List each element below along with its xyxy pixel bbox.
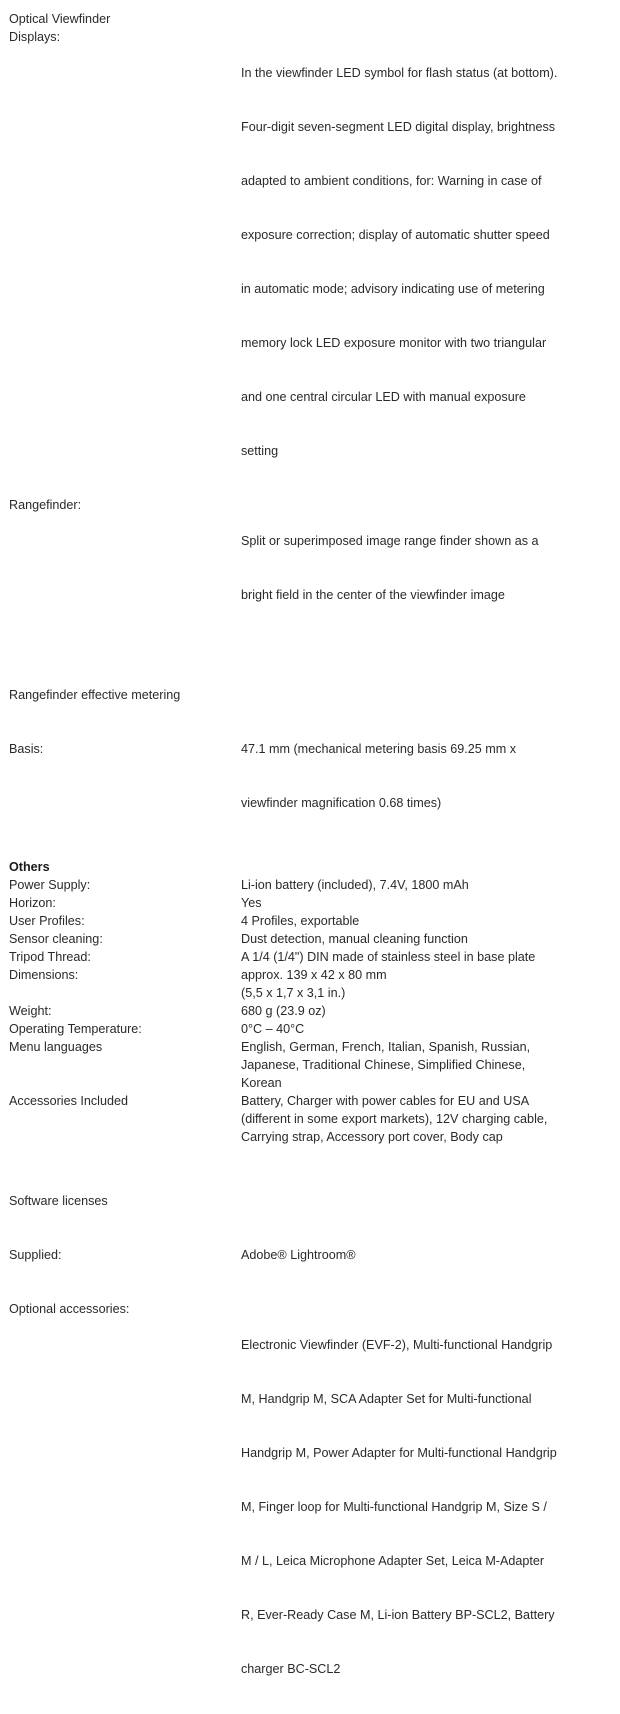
spec-value-line: Adobe® Lightroom® [241, 1248, 356, 1262]
others-heading-row [9, 858, 612, 876]
spec-value [241, 1300, 613, 1714]
spec-value [241, 894, 613, 912]
spec-label: Weight: [9, 1004, 52, 1018]
spec-label: Optional accessories: [9, 1302, 130, 1316]
spec-value [241, 1092, 613, 1146]
spec-row-rangefinder [9, 496, 612, 640]
spec-value-line: Li-ion battery (included), 7.4V, 1800 mAh [241, 878, 469, 892]
spec-value [241, 28, 613, 496]
spec-row [9, 948, 612, 966]
spec-row-software-licenses [9, 1156, 612, 1300]
others-heading: Others [9, 860, 50, 874]
spec-value-line: Japanese, Traditional Chinese, Simplified Chinese, [241, 1058, 526, 1072]
spec-row [9, 1092, 612, 1146]
spec-label: Dimensions: [9, 968, 79, 982]
spec-value [241, 650, 613, 848]
spec-row-metering-basis [9, 650, 612, 848]
spec-label: Accessories Included [9, 1094, 129, 1108]
optical-viewfinder-heading-row [9, 10, 612, 28]
spec-value-line: 47.1 mm (mechanical metering basis 69.25 mm x [241, 742, 517, 756]
spec-value-line: 4 Profiles, exportable [241, 914, 360, 928]
spec-value-line: 0°C – 40°C [241, 1022, 305, 1036]
spec-value-line: Dust detection, manual cleaning function [241, 932, 468, 946]
spec-value-line: charger BC-SCL2 [241, 1662, 341, 1676]
spec-value-line: in automatic mode; advisory indicating use of metering [241, 282, 545, 296]
spec-value-line: Handgrip M, Power Adapter for Multi-functional Handgrip [241, 1446, 557, 1460]
spec-value [241, 496, 613, 640]
others-spec-list [9, 876, 612, 1146]
spec-label: Rangefinder: [9, 498, 82, 512]
spec-label-line: Supplied: [9, 1248, 62, 1262]
spec-row [9, 912, 612, 930]
spec-value-line: and one central circular LED with manual exposure [241, 390, 526, 404]
spec-value [241, 1002, 613, 1020]
spec-value-line: R, Ever-Ready Case M, Li-ion Battery BP-SCL2, Battery [241, 1608, 555, 1622]
spec-label: Power Supply: [9, 878, 91, 892]
spec-value [241, 1156, 613, 1300]
spec-label: Sensor cleaning: [9, 932, 103, 946]
spec-value-line: Korean [241, 1076, 282, 1090]
spec-value-line: Four-digit seven-segment LED digital display, brightness [241, 120, 556, 134]
spec-value-line: exposure correction; display of automatic shutter speed [241, 228, 550, 242]
spec-value-line: Carrying strap, Accessory port cover, Body cap [241, 1130, 503, 1144]
spec-label: Tripod Thread: [9, 950, 91, 964]
spec-value-line: A 1/4 (1/4") DIN made of stainless steel in base plate [241, 950, 536, 964]
spec-value-line: approx. 139 x 42 x 80 mm [241, 968, 387, 982]
spec-label-line: Software licenses [9, 1194, 108, 1208]
spec-value [241, 930, 613, 948]
spec-value-line: (5,5 x 1,7 x 3,1 in.) [241, 986, 346, 1000]
spec-value [241, 1038, 613, 1092]
spec-label: Operating Temperature: [9, 1022, 142, 1036]
spec-value-line: bright field in the center of the viewfinder image [241, 588, 505, 602]
spec-label: Menu languages [9, 1040, 103, 1054]
optical-viewfinder-heading: Optical Viewfinder [9, 12, 111, 26]
spec-value-line: setting [241, 444, 279, 458]
spec-value-line: 680 g (23.9 oz) [241, 1004, 326, 1018]
spec-label: Horizon: [9, 896, 56, 910]
spec-row-displays [9, 28, 612, 496]
spec-value-line: Battery, Charger with power cables for EU and USA [241, 1094, 530, 1108]
spec-value-line: adapted to ambient conditions, for: Warning in case of [241, 174, 542, 188]
spec-value [241, 876, 613, 894]
spec-row [9, 1020, 612, 1038]
spec-label-line: Basis: [9, 742, 44, 756]
spec-value [241, 1020, 613, 1038]
spec-value-line: Split or superimposed image range finder shown as a [241, 534, 539, 548]
spec-row [9, 876, 612, 894]
spec-label [9, 1156, 241, 1300]
spec-label-line: Rangefinder effective metering [9, 688, 181, 702]
spec-value-line: In the viewfinder LED symbol for flash status (at bottom). [241, 66, 558, 80]
spec-value-line: (different in some export markets), 12V charging cable, [241, 1112, 548, 1126]
spec-row [9, 930, 612, 948]
spec-row [9, 894, 612, 912]
spec-value-line: Yes [241, 896, 262, 910]
spec-row-optional-accessories [9, 1300, 612, 1714]
spec-value [241, 912, 613, 930]
spec-row [9, 1002, 612, 1020]
spec-row [9, 966, 612, 1002]
spec-row [9, 1038, 612, 1092]
spec-label: Displays: [9, 30, 61, 44]
spec-value [241, 966, 613, 1002]
spec-value-line: English, German, French, Italian, Spanish, Russian, [241, 1040, 531, 1054]
spec-value-line: memory lock LED exposure monitor with two triangular [241, 336, 547, 350]
spec-value-line: M, Handgrip M, SCA Adapter Set for Multi-functional [241, 1392, 532, 1406]
spec-value-line: M / L, Leica Microphone Adapter Set, Leica M-Adapter [241, 1554, 545, 1568]
spec-value [241, 948, 613, 966]
spec-label [9, 650, 241, 848]
spec-value-line: Electronic Viewfinder (EVF-2), Multi-functional Handgrip [241, 1338, 553, 1352]
spec-value-line: M, Finger loop for Multi-functional Handgrip M, Size S / [241, 1500, 547, 1514]
spec-value-line: viewfinder magnification 0.68 times) [241, 796, 442, 810]
spec-label: User Profiles: [9, 914, 85, 928]
